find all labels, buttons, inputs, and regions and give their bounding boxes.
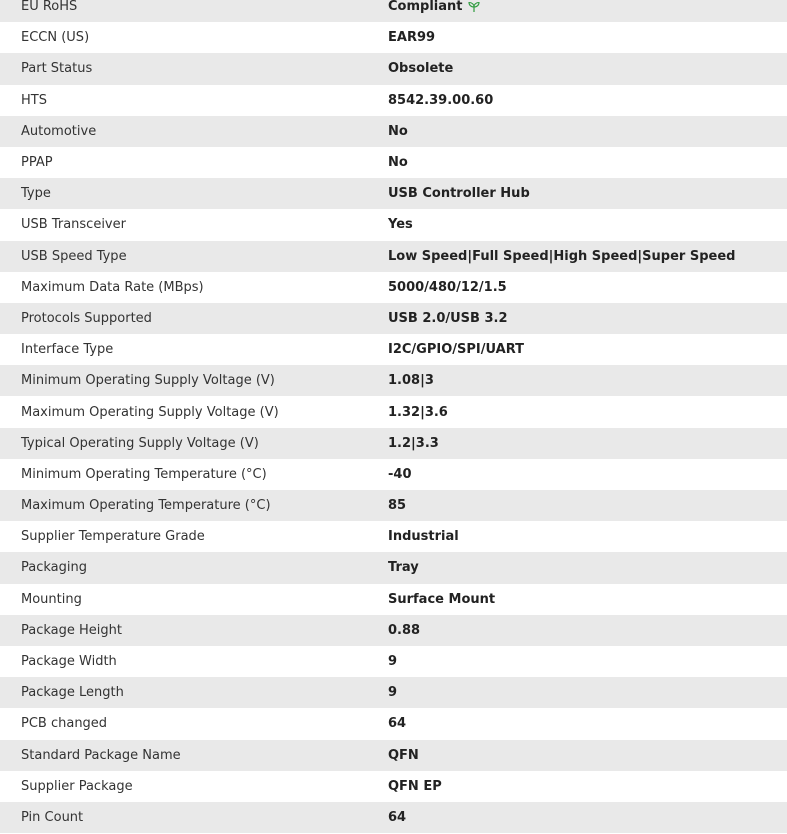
- spec-value: [388, 685, 787, 700]
- spec-label: EU RoHS: [21, 0, 78, 15]
- spec-label: Package Width: [21, 654, 117, 670]
- spec-value-text: EAR99: [388, 30, 436, 46]
- spec-row: [0, 428, 787, 459]
- spec-row: [0, 802, 787, 833]
- spec-label: Protocols Supported: [21, 310, 152, 326]
- spec-value-text: Obsolete: [388, 61, 454, 77]
- spec-label: Mounting: [21, 591, 82, 607]
- spec-value-text: 8542.39.00.60: [388, 92, 494, 108]
- spec-row: [0, 646, 787, 677]
- spec-value: [388, 30, 787, 45]
- spec-label: USB Transceiver: [21, 217, 126, 233]
- spec-row: [0, 490, 787, 521]
- spec-row: [0, 584, 787, 615]
- spec-value: [388, 592, 787, 607]
- spec-value: [388, 249, 787, 264]
- spec-value-text: 0.88: [388, 622, 421, 638]
- spec-value-text: 1.2|3.3: [388, 435, 439, 451]
- spec-value: [388, 155, 787, 170]
- spec-label: Interface Type: [21, 342, 114, 358]
- spec-label: Supplier Temperature Grade: [21, 529, 205, 545]
- spec-row: [0, 85, 787, 116]
- spec-value: [388, 124, 787, 139]
- spec-row: [0, 521, 787, 552]
- spec-value-text: 64: [388, 809, 407, 825]
- spec-value: [388, 93, 787, 108]
- spec-row: [0, 116, 787, 147]
- spec-value: [388, 217, 787, 232]
- spec-label: Maximum Operating Temperature (°C): [21, 498, 271, 514]
- spec-label: Packaging: [21, 560, 87, 576]
- spec-value: [388, 748, 787, 763]
- spec-row: [0, 303, 787, 334]
- spec-label: Package Length: [21, 685, 124, 701]
- spec-label: Type: [21, 186, 51, 202]
- spec-value-text: No: [388, 123, 408, 139]
- spec-value: [388, 186, 787, 201]
- spec-value-text: Industrial: [388, 529, 459, 545]
- spec-value-text: QFN EP: [388, 778, 442, 794]
- spec-value: [388, 311, 787, 326]
- spec-label: Part Status: [21, 61, 93, 77]
- spec-row: [0, 396, 787, 427]
- spec-label: Minimum Operating Temperature (°C): [21, 466, 267, 482]
- spec-value: [388, 498, 787, 513]
- spec-label: Maximum Operating Supply Voltage (V): [21, 404, 279, 420]
- spec-value-text: Tray: [388, 560, 419, 576]
- spec-row: [0, 615, 787, 646]
- spec-label: Pin Count: [21, 809, 84, 825]
- spec-value-text: No: [388, 155, 408, 171]
- spec-label: Supplier Package: [21, 778, 133, 794]
- spec-value-text: QFN: [388, 747, 419, 763]
- spec-value-text: 64: [388, 716, 407, 732]
- spec-value: [388, 61, 787, 76]
- spec-value: [388, 810, 787, 825]
- spec-label: Standard Package Name: [21, 747, 181, 763]
- spec-value: [388, 779, 787, 794]
- spec-value: [388, 529, 787, 544]
- spec-value-text: Low Speed|Full Speed|High Speed|Super Speed: [388, 248, 736, 264]
- spec-value-text: Yes: [388, 217, 413, 233]
- spec-value: [388, 623, 787, 638]
- spec-value-text: Surface Mount: [388, 591, 496, 607]
- spec-value-text: 9: [388, 654, 398, 670]
- spec-label: PPAP: [21, 155, 53, 171]
- spec-row: [0, 365, 787, 396]
- spec-value-text: -40: [388, 466, 412, 482]
- spec-label: HTS: [21, 92, 47, 108]
- spec-row: [0, 771, 787, 802]
- spec-label: Maximum Data Rate (MBps): [21, 279, 204, 295]
- spec-value-text: 1.32|3.6: [388, 404, 448, 420]
- leaf-icon: [467, 0, 481, 14]
- spec-value: [388, 654, 787, 669]
- spec-value: [388, 373, 787, 388]
- spec-value: [388, 280, 787, 295]
- spec-label: USB Speed Type: [21, 248, 127, 264]
- spec-value-text: I2C/GPIO/SPI/UART: [388, 342, 524, 358]
- spec-value: [388, 342, 787, 357]
- spec-label: Automotive: [21, 123, 97, 139]
- spec-row: [0, 334, 787, 365]
- spec-row: [0, 53, 787, 84]
- spec-row: [0, 22, 787, 53]
- spec-label: Typical Operating Supply Voltage (V): [21, 435, 259, 451]
- spec-label: ECCN (US): [21, 30, 90, 46]
- spec-label: Minimum Operating Supply Voltage (V): [21, 373, 275, 389]
- spec-value: [388, 436, 787, 451]
- spec-row: [0, 677, 787, 708]
- spec-row: [0, 272, 787, 303]
- spec-row: [0, 708, 787, 739]
- spec-row: [0, 740, 787, 771]
- spec-row: [0, 459, 787, 490]
- spec-value: [388, 716, 787, 731]
- spec-value-text: 9: [388, 685, 398, 701]
- spec-row: [0, 147, 787, 178]
- spec-value-text: USB Controller Hub: [388, 186, 530, 202]
- spec-value-text: Compliant: [388, 0, 463, 15]
- spec-value-text: 5000/480/12/1.5: [388, 279, 507, 295]
- spec-row: [0, 0, 787, 22]
- spec-label: PCB changed: [21, 716, 108, 732]
- spec-value: [388, 0, 787, 14]
- spec-row: [0, 209, 787, 240]
- spec-value-text: 1.08|3: [388, 373, 434, 389]
- spec-row: [0, 178, 787, 209]
- spec-label: Package Height: [21, 622, 122, 638]
- spec-value: [388, 405, 787, 420]
- spec-value-text: USB 2.0/USB 3.2: [388, 310, 508, 326]
- spec-value-text: 85: [388, 498, 407, 514]
- spec-row: [0, 552, 787, 583]
- spec-row: [0, 241, 787, 272]
- spec-value: [388, 560, 787, 575]
- spec-value: [388, 467, 787, 482]
